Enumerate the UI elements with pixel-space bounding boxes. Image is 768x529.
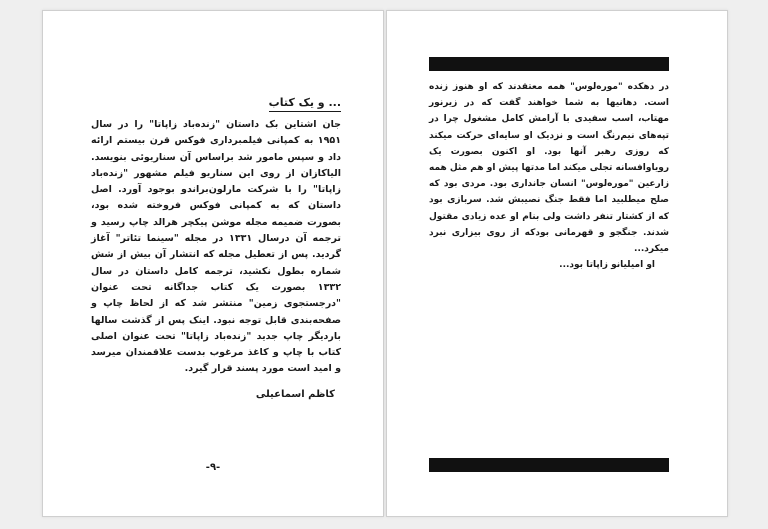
top-black-bar <box>429 57 669 71</box>
chapter-heading: ... و یک کتاب <box>269 96 341 112</box>
page-number: -۹- <box>205 462 221 473</box>
left-page-content <box>91 91 341 402</box>
right-page <box>386 10 728 517</box>
bottom-black-bar <box>429 458 669 472</box>
closing-line: او امیلیانو زاپاتا بود... <box>559 260 655 271</box>
right-page-content <box>429 79 669 273</box>
left-page <box>42 10 384 517</box>
author-signature: کاظم اسماعیلی <box>255 388 335 400</box>
preface-paragraph: جان اشتاین بک داستان "زنده‌باد زاپاتا" را در سال ۱۹۵۱ به کمپانی فیلمبرداری فوکس قرن بیستم ارائه داد و سپس مامور شد براساس آن سناریوئی بنویسد. الیاکازان از روی این سناریو فیلم مشهور "زنده‌باد زاپاتا" را با شرکت مارلون‌براندو بوجود آورد. اصل داستان که به کمپانی فوکس فروخته شده بود، بصورت ضمیمه مجله موشن پیکچر هرالد چاپ رسید و ترجمه آن درسال ۱۳۳۱ در مجله "سینما تئاتر" آغاز گردید. پس از تعطیل مجله که انتشار آن بیش از شش شماره بطول نکشید، ترجمه کامل داستان در سال ۱۳۳۲ بصورت یک کتاب جداگانه تحت عنوان "درجستجوی زمین" منتشر شد که از لحاظ چاپ و صفحه‌بندی قابل توجه نبود. اینک پس از گذشت سالها باردیگر چاپ جدید "زنده‌باد زاپاتا" تحت عنوان اصلی کتاب با چاپ و کاغذ مرغوب بدست علاقمندان میرسد و امید است مورد پسند قرار گیرد. <box>91 119 341 375</box>
story-paragraph: در دهکده "موره‌لوس" همه معتقدند که او هنوز زنده است. دهانیها به شما خواهند گفت که در زیرنور مهتاب، اسب سفیدی با آرامش کامل مشغول چرا در تپه‌های نیم‌رنگ است و نزدیک او سایه‌ای حرکت میکند که روزی رهبر آنها بود. او اکنون بصورت یک رویاوافسانه تجلی میکند اما مدتها پیش او هم مثل همه زارعین "موره‌لوس" انسان جانداری بود. مردی بود که صلح میطلبید اما فقط جنگ نصیبش شد. سربازی بود که از کشتار تنفر داشت ولی بنام او عده زیادی مقتول شدند. جنگجو و قهرمانی بودکه از روی بیزاری نبرد میکرد... <box>429 82 669 255</box>
